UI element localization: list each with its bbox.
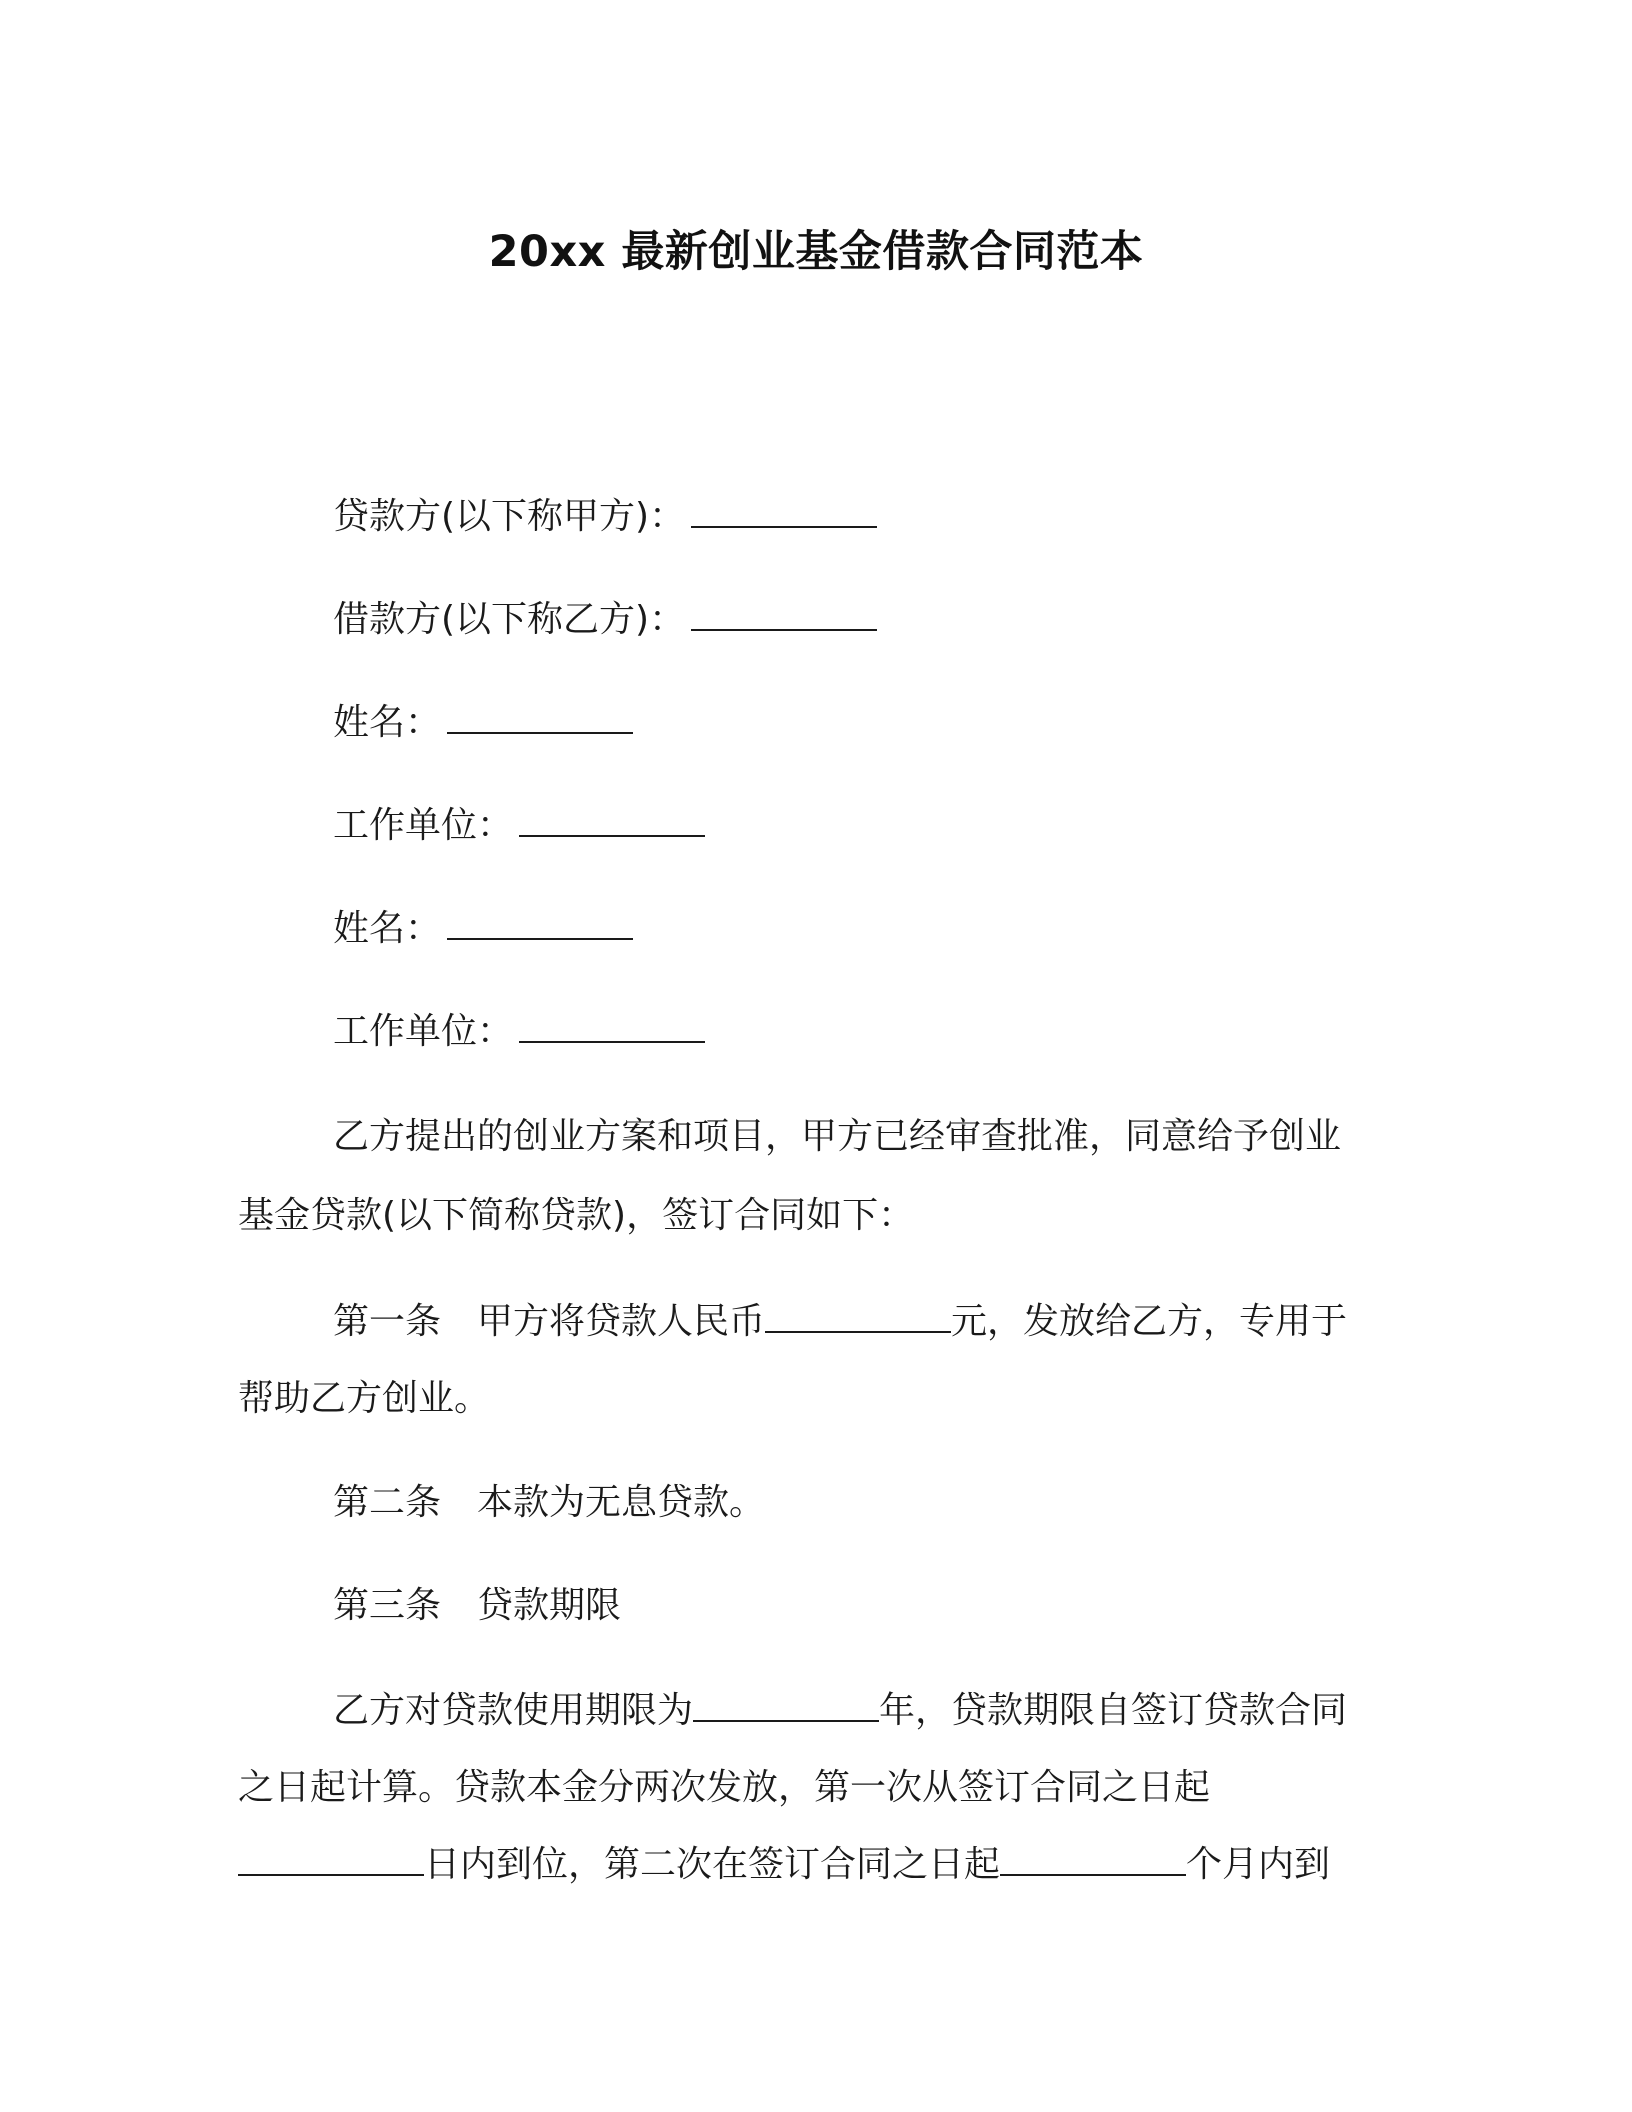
term-line-1-after: 年，贷款期限自签订贷款合同: [879, 1690, 1348, 1731]
first-disbursement-days-blank[interactable]: [238, 1844, 424, 1876]
document-title: 20xx 最新创业基金借款合同范本: [488, 227, 1144, 277]
workplace-field-1: [333, 801, 705, 851]
lender-field: [333, 492, 877, 542]
workplace-blank-1[interactable]: [519, 805, 705, 837]
term-line-2: 之日起计算。贷款本金分两次发放，第一次从签订合同之日起: [238, 1767, 1211, 1808]
article-3-line: [333, 1581, 621, 1631]
name-blank-1[interactable]: [447, 702, 633, 734]
article-3-number: 第三条: [333, 1585, 442, 1626]
lender-label: 贷款方(以下称甲方)：: [333, 496, 686, 537]
term-line-1: [333, 1686, 1347, 1736]
term-line-3: [238, 1840, 1330, 1890]
term-line-1-before: 乙方对贷款使用期限为: [333, 1690, 694, 1731]
name-blank-2[interactable]: [447, 908, 633, 940]
intro-line-2: 基金贷款(以下简称贷款)，签订合同如下：: [238, 1195, 915, 1236]
name-label-2: 姓名：: [333, 908, 442, 949]
term-line-3-after: 个月内到: [1186, 1844, 1331, 1885]
workplace-blank-2[interactable]: [519, 1011, 705, 1043]
term-line-3-mid: 日内到位，第二次在签订合同之日起: [424, 1844, 1001, 1885]
borrower-label: 借款方(以下称乙方)：: [333, 599, 686, 640]
article-3-text: 贷款期限: [477, 1585, 622, 1626]
workplace-label-2: 工作单位：: [333, 1011, 514, 1052]
article-1-line-2: 帮助乙方创业。: [238, 1378, 491, 1419]
borrower-field: [333, 595, 877, 645]
term-years-blank[interactable]: [693, 1690, 879, 1722]
article-1-text-before: 甲方将贷款人民币: [477, 1301, 766, 1342]
name-field-1: [333, 698, 633, 748]
article-2-line: [333, 1478, 765, 1528]
article-1-number: 第一条: [333, 1301, 442, 1342]
workplace-field-2: [333, 1007, 705, 1057]
intro-line-1: 乙方提出的创业方案和项目，甲方已经审查批准，同意给予创业: [333, 1116, 1342, 1157]
name-field-2: [333, 904, 633, 954]
name-label-1: 姓名：: [333, 702, 442, 743]
workplace-label-1: 工作单位：: [333, 805, 514, 846]
lender-blank[interactable]: [691, 496, 877, 528]
loan-amount-blank[interactable]: [765, 1301, 951, 1333]
article-2-number: 第二条: [333, 1482, 442, 1523]
article-2-text: 本款为无息贷款。: [477, 1482, 766, 1523]
article-1-text-after: 元，发放给乙方，专用于: [951, 1301, 1348, 1342]
borrower-blank[interactable]: [691, 599, 877, 631]
second-disbursement-months-blank[interactable]: [1000, 1844, 1186, 1876]
article-1-line-1: [333, 1297, 1347, 1347]
